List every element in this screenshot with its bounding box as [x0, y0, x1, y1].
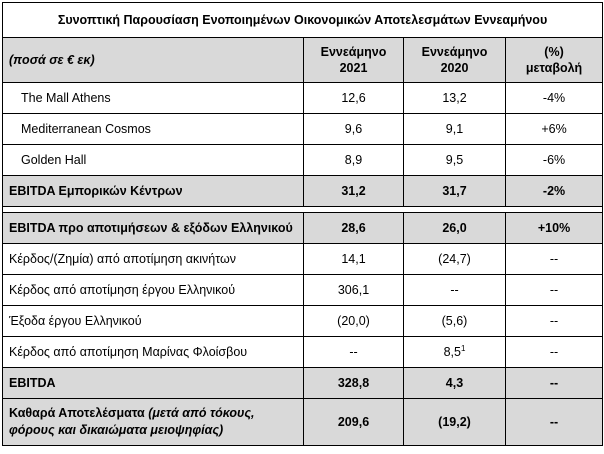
value-2020: 31,7 [404, 176, 506, 207]
row-label: Κέρδος/(Ζημία) από αποτίμηση ακινήτων [3, 244, 304, 275]
footnote-marker: 1 [460, 343, 466, 353]
row-label: Έξοδα έργου Ελληνικού [3, 306, 304, 337]
table-row [3, 114, 603, 145]
table-row [3, 244, 603, 275]
value-2020: (19,2) [404, 399, 506, 446]
value-change: -- [506, 337, 603, 368]
table-row [3, 306, 603, 337]
row-label: Κέρδος από αποτίμηση Μαρίνας Φλοίσβου [3, 337, 304, 368]
row-label: EBITDA Εμπορικών Κέντρων [3, 176, 304, 207]
value-2020: 26,0 [404, 213, 506, 244]
results-table [2, 2, 603, 446]
table-row [3, 83, 603, 114]
col-9m-2020-header [404, 38, 506, 83]
value-2021: 209,6 [304, 399, 404, 446]
value-2021: 9,6 [304, 114, 404, 145]
row-label [3, 399, 304, 446]
value-change: +10% [506, 213, 603, 244]
row-label: EBITDA προ αποτιμήσεων & εξόδων Ελληνικού [3, 213, 304, 244]
row-label: Mediterranean Cosmos [3, 114, 304, 145]
col-change-header [506, 38, 603, 83]
table-row [3, 337, 603, 368]
row-label: The Mall Athens [3, 83, 304, 114]
value-change: -4% [506, 83, 603, 114]
value-2020: 9,5 [404, 145, 506, 176]
value-2020: (24,7) [404, 244, 506, 275]
value-change: -6% [506, 145, 603, 176]
value-change: -- [506, 399, 603, 446]
table-row [3, 275, 603, 306]
table-title: Συνοπτική Παρουσίαση Ενοποιημένων Οικονομικών Αποτελεσμάτων Εννεαμήνου [3, 3, 603, 38]
value-change: -2% [506, 176, 603, 207]
value-2020: 4,3 [404, 368, 506, 399]
value-change: -- [506, 368, 603, 399]
value-2021: -- [304, 337, 404, 368]
net-results-note-2: φόρους και δικαιώματα μειοψηφίας) [9, 423, 224, 437]
value-2020-number: 8,5 [443, 345, 461, 359]
value-2021: 8,9 [304, 145, 404, 176]
ebitda-pre-row [3, 213, 603, 244]
ebitda-malls-row [3, 176, 603, 207]
value-change: -- [506, 244, 603, 275]
col-9m-2020-line1: Εννεάμηνο [421, 45, 488, 59]
value-2021: 31,2 [304, 176, 404, 207]
net-results-row [3, 399, 603, 446]
col-change-line1: (%) [544, 45, 564, 59]
value-2021: 12,6 [304, 83, 404, 114]
col-9m-2021-line2: 2021 [339, 61, 368, 75]
value-2020: -- [404, 275, 506, 306]
header-row [3, 38, 603, 83]
value-2021: (20,0) [304, 306, 404, 337]
value-2020: 9,1 [404, 114, 506, 145]
value-change: -- [506, 306, 603, 337]
net-results-label: Καθαρά Αποτελέσματα [9, 406, 145, 420]
row-label: Κέρδος από αποτίμηση έργου Ελληνικού [3, 275, 304, 306]
col-9m-2021-header [304, 38, 404, 83]
col-9m-2021-line1: Εννεάμηνο [320, 45, 387, 59]
value-2020 [404, 337, 506, 368]
value-2021: 306,1 [304, 275, 404, 306]
value-2021: 14,1 [304, 244, 404, 275]
value-2021: 328,8 [304, 368, 404, 399]
col-9m-2020-line2: 2020 [440, 61, 469, 75]
row-label: EBITDA [3, 368, 304, 399]
value-2021: 28,6 [304, 213, 404, 244]
value-2020: (5,6) [404, 306, 506, 337]
ebitda-row [3, 368, 603, 399]
amount-unit-label: (ποσά σε € εκ) [3, 38, 304, 83]
value-change: -- [506, 275, 603, 306]
col-change-line2: μεταβολή [525, 61, 583, 75]
row-label: Golden Hall [3, 145, 304, 176]
value-2020: 13,2 [404, 83, 506, 114]
table-row [3, 145, 603, 176]
value-change: +6% [506, 114, 603, 145]
net-results-note-1: (μετά από τόκους, [144, 406, 255, 420]
